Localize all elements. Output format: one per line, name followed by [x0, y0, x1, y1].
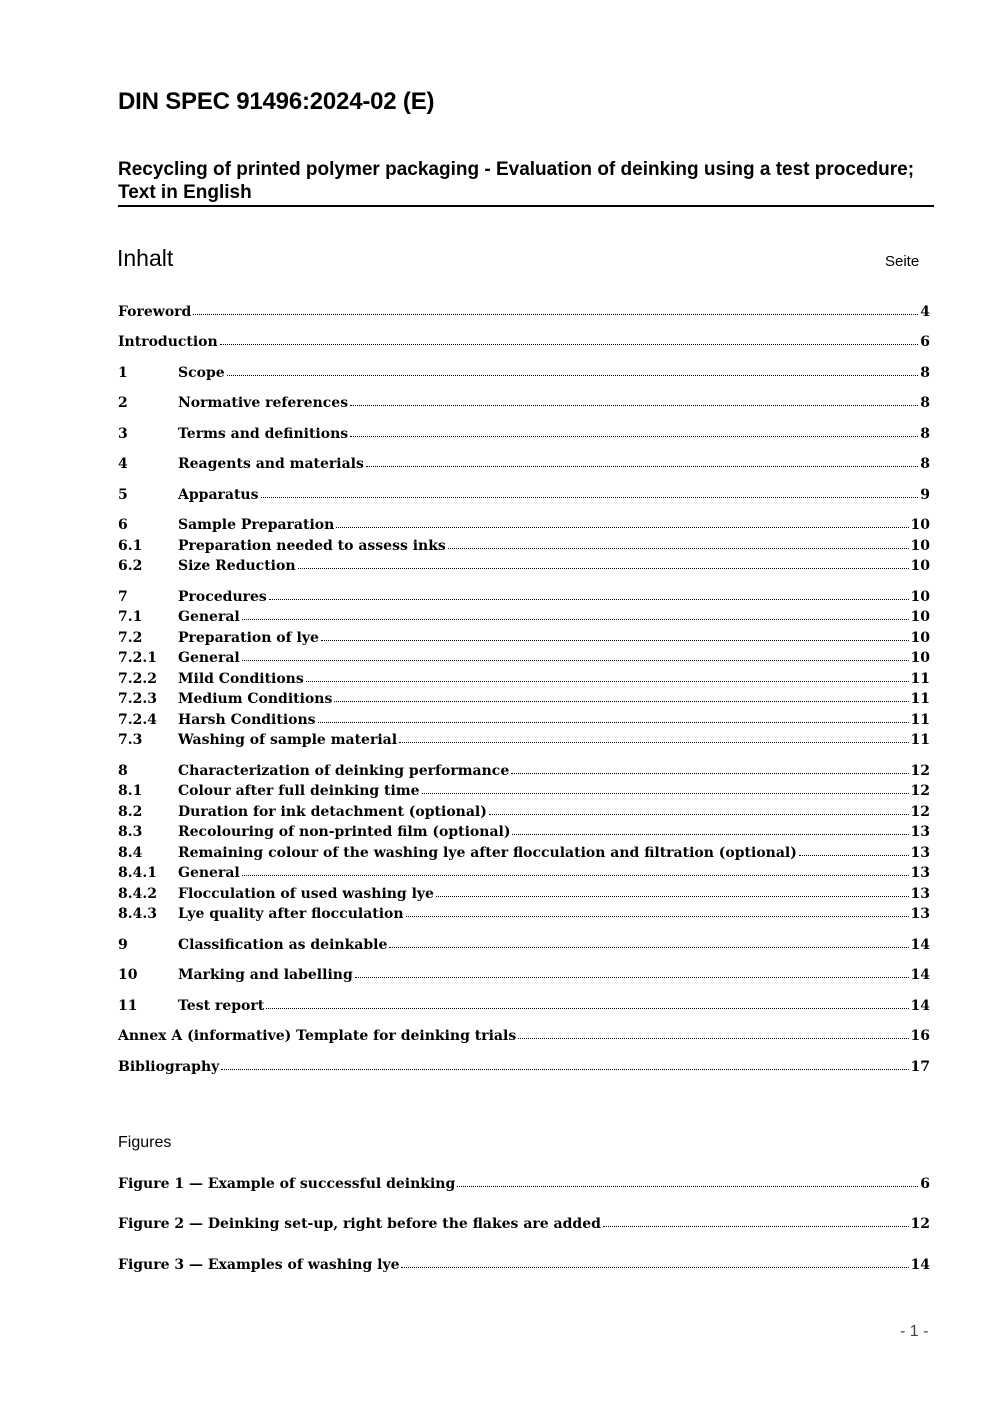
title-divider [118, 205, 934, 207]
toc-entry[interactable] [118, 628, 930, 649]
toc-entry-title: Characterization of deinking performance [178, 763, 510, 779]
toc-entry[interactable] [118, 454, 930, 475]
dot-leader [518, 1037, 908, 1039]
dot-leader [221, 1068, 908, 1070]
toc-entry-page: 13 [910, 824, 930, 840]
document-id: DIN SPEC 91496:2024-02 (E) [118, 88, 435, 115]
toc-entry-title: Duration for ink detachment (optional) [178, 804, 487, 820]
toc-entry-page: 14 [910, 998, 930, 1014]
toc-entry-title: Scope [178, 365, 225, 381]
dot-leader [422, 792, 909, 794]
toc-entry-page: 11 [910, 691, 930, 707]
toc-entry[interactable] [118, 393, 930, 414]
toc-entry[interactable] [118, 587, 930, 608]
toc-entry-page: 13 [910, 906, 930, 922]
dot-leader [603, 1225, 909, 1227]
toc-entry[interactable] [118, 863, 930, 884]
dot-leader [220, 343, 919, 345]
toc-entry-title: Annex A (informative) Template for deinking trials [118, 1028, 517, 1044]
toc-entry-number: 6.2 [118, 558, 143, 574]
figures-heading: Figures [118, 1134, 172, 1151]
page-number: - 1 - [900, 1323, 929, 1340]
toc-entry-number: 11 [118, 998, 138, 1014]
toc-entry[interactable] [118, 904, 930, 925]
dot-leader [406, 915, 909, 917]
toc-entry-title: Foreword [118, 304, 192, 320]
toc-entry-title: Preparation needed to assess inks [178, 538, 446, 554]
toc-entry-page: 11 [910, 671, 930, 687]
toc-entry-title: Classification as deinkable [178, 937, 388, 953]
toc-entry-title: Figure 3 — Examples of washing lye [118, 1257, 400, 1273]
toc-entry-title: General [178, 650, 240, 666]
toc-entry-number: 5 [118, 487, 128, 503]
toc-entry[interactable] [118, 781, 930, 802]
toc-entry-number: 7.1 [118, 609, 143, 625]
toc-entry-number: 8.4.1 [118, 865, 157, 881]
toc-entry-number: 4 [118, 456, 128, 472]
toc-entry-page: 14 [910, 967, 930, 983]
toc-heading: Inhalt [117, 245, 174, 271]
toc-entry[interactable] [118, 996, 930, 1017]
toc-entry-title: Reagents and materials [178, 456, 364, 472]
toc-entry-title: Mild Conditions [178, 671, 304, 687]
dot-leader [261, 496, 919, 498]
toc-entry-number: 2 [118, 395, 128, 411]
toc-entry-page: 10 [910, 630, 930, 646]
dot-leader [242, 618, 909, 620]
toc-entry-title: Remaining colour of the washing lye after flocculation and filtration (optional) [178, 845, 797, 861]
toc-entry-page: 10 [910, 589, 930, 605]
toc-entry-title: Bibliography [118, 1059, 220, 1075]
toc-entry-title: Size Reduction [178, 558, 296, 574]
dot-leader [457, 1185, 918, 1187]
toc-entry-title: Lye quality after flocculation [178, 906, 404, 922]
toc-entry-page: 10 [910, 609, 930, 625]
toc-entry-page: 8 [920, 456, 930, 472]
toc-entry-title: Test report [178, 998, 265, 1014]
toc-entry[interactable] [118, 1214, 930, 1235]
toc-entry[interactable] [118, 884, 930, 905]
toc-entry-title: Recolouring of non-printed film (optional) [178, 824, 511, 840]
toc-entry-number: 7.2.1 [118, 650, 157, 666]
toc-entry-title: Apparatus [178, 487, 259, 503]
dot-leader [512, 833, 908, 835]
toc-entry-title: General [178, 865, 240, 881]
toc-entry-page: 13 [910, 886, 930, 902]
dot-leader [318, 721, 909, 723]
toc-entry[interactable] [118, 843, 930, 864]
toc-entry-title: Normative references [178, 395, 349, 411]
toc-entry-number: 3 [118, 426, 128, 442]
toc-entry-page: 16 [910, 1028, 930, 1044]
toc-entry-title: Sample Preparation [178, 517, 335, 533]
toc-entry-page: 11 [910, 712, 930, 728]
toc-entry-title: Medium Conditions [178, 691, 333, 707]
toc-entry-number: 10 [118, 967, 138, 983]
toc-entry-page: 13 [910, 865, 930, 881]
toc-entry-number: 8.2 [118, 804, 143, 820]
toc-entry-number: 7.2.3 [118, 691, 157, 707]
toc-entry[interactable] [118, 1057, 930, 1078]
toc-entry[interactable] [118, 689, 930, 710]
toc-entry[interactable] [118, 1026, 930, 1047]
toc-entry-number: 8.1 [118, 783, 143, 799]
toc-entry-page: 8 [920, 365, 930, 381]
toc-entry[interactable] [118, 822, 930, 843]
document-title: Recycling of printed polymer packaging - Evaluation of deinking using a test procedure; Text in English [118, 159, 915, 203]
toc-entry[interactable] [118, 556, 930, 577]
toc-entry[interactable] [118, 802, 930, 823]
toc-entry[interactable] [118, 536, 930, 557]
toc-entry[interactable] [118, 302, 930, 323]
dot-leader [298, 567, 909, 569]
toc-entry-page: 17 [910, 1059, 930, 1075]
dot-leader [448, 547, 909, 549]
toc-entry-page: 6 [920, 334, 930, 350]
toc-entry-page: 11 [910, 732, 930, 748]
toc-entry-page: 4 [920, 304, 930, 320]
toc-entry[interactable] [118, 710, 930, 731]
toc-entry-title: Colour after full deinking time [178, 783, 420, 799]
toc-entry-number: 8.4.3 [118, 906, 157, 922]
toc-entry-number: 7.2 [118, 630, 143, 646]
toc-entry-page: 10 [910, 650, 930, 666]
toc-entry[interactable] [118, 332, 930, 353]
toc-entry-title: Marking and labelling [178, 967, 353, 983]
toc-entry[interactable] [118, 1174, 930, 1195]
toc-entry-page: 10 [910, 538, 930, 554]
dot-leader [334, 700, 908, 702]
toc-entry[interactable] [118, 730, 930, 751]
toc-entry[interactable] [118, 669, 930, 690]
toc-entry-number: 6.1 [118, 538, 143, 554]
toc-entry-title: Procedures [178, 589, 267, 605]
dot-leader [350, 435, 918, 437]
dot-leader [269, 598, 909, 600]
dot-leader [489, 813, 909, 815]
toc-entry-title: Figure 1 — Example of successful deinking [118, 1176, 456, 1192]
toc-entry-page: 12 [910, 1216, 930, 1232]
toc-entry-number: 8.4.2 [118, 886, 157, 902]
toc-entry[interactable] [118, 363, 930, 384]
toc-entry[interactable] [118, 648, 930, 669]
toc-entry-number: 6 [118, 517, 128, 533]
dot-leader [306, 680, 909, 682]
dot-leader [242, 659, 909, 661]
toc-entry[interactable] [118, 965, 930, 986]
toc-entry-page: 10 [910, 517, 930, 533]
toc-entry-title: Figure 2 — Deinking set-up, right before the flakes are added [118, 1216, 601, 1232]
toc-entry-number: 7 [118, 589, 128, 605]
toc-entry-title: Terms and definitions [178, 426, 349, 442]
toc-entry-page: 10 [910, 558, 930, 574]
toc-entry-title: Harsh Conditions [178, 712, 316, 728]
toc-entry-page: 6 [920, 1176, 930, 1192]
dot-leader [193, 313, 918, 315]
dot-leader [227, 374, 919, 376]
dot-leader [321, 639, 909, 641]
toc-entry-number: 8 [118, 763, 128, 779]
toc-entry-title: Preparation of lye [178, 630, 319, 646]
dot-leader [366, 465, 918, 467]
toc-entry-page: 12 [910, 804, 930, 820]
toc-entry[interactable] [118, 424, 930, 445]
dot-leader [399, 741, 908, 743]
toc-entry[interactable] [118, 1255, 930, 1276]
toc-entry-page: 8 [920, 426, 930, 442]
toc-entry[interactable] [118, 607, 930, 628]
toc-entry[interactable] [118, 761, 930, 782]
dot-leader [401, 1266, 908, 1268]
toc-entry-number: 7.3 [118, 732, 143, 748]
toc-entry[interactable] [118, 485, 930, 506]
toc-entry[interactable] [118, 935, 930, 956]
toc-entry-page: 14 [910, 1257, 930, 1273]
toc-entry-number: 7.2.2 [118, 671, 157, 687]
dot-leader [511, 772, 908, 774]
toc-entry-number: 1 [118, 365, 128, 381]
toc-entry-number: 8.4 [118, 845, 143, 861]
dot-leader [389, 946, 908, 948]
toc-page-column-label: Seite [885, 253, 920, 270]
toc-entry-number: 7.2.4 [118, 712, 157, 728]
dot-leader [799, 854, 909, 856]
toc-entry-page: 13 [910, 845, 930, 861]
toc-entry-title: Washing of sample material [178, 732, 398, 748]
toc-entry-title: Introduction [118, 334, 218, 350]
toc-entry-title: General [178, 609, 240, 625]
dot-leader [436, 895, 909, 897]
dot-leader [350, 404, 918, 406]
toc-entry-number: 9 [118, 937, 128, 953]
toc-entry-title: Flocculation of used washing lye [178, 886, 434, 902]
toc-entry-page: 12 [910, 783, 930, 799]
toc-entry-page: 12 [910, 763, 930, 779]
toc-entry-page: 9 [920, 487, 930, 503]
toc-entry[interactable] [118, 515, 930, 536]
dot-leader [242, 874, 909, 876]
toc-entry-page: 8 [920, 395, 930, 411]
dot-leader [355, 976, 909, 978]
dot-leader [266, 1007, 908, 1009]
toc-entry-number: 8.3 [118, 824, 143, 840]
dot-leader [336, 526, 908, 528]
toc-entry-page: 14 [910, 937, 930, 953]
